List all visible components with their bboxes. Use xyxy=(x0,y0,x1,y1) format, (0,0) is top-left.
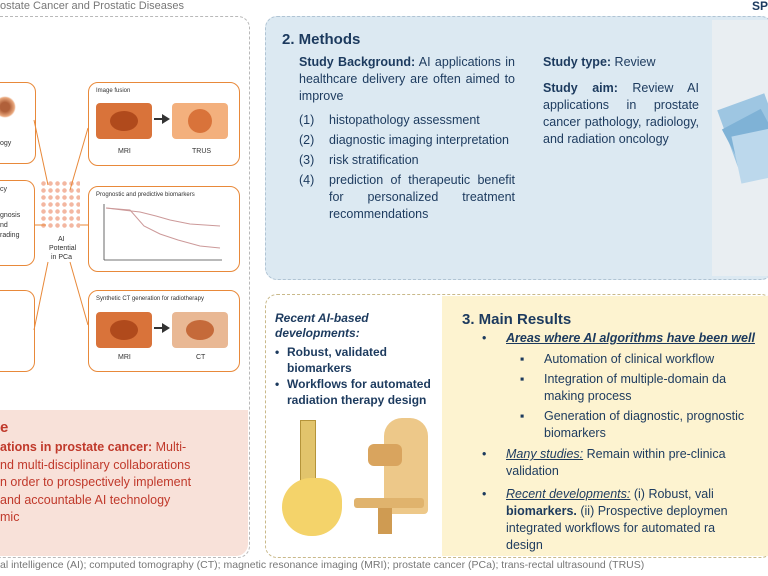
recent-list: • Robust, validated biomarkers • Workflows for automated radiation therapy design xyxy=(275,345,431,407)
bullet-icon: • xyxy=(482,447,487,461)
diagnosis-label-4: rading xyxy=(0,232,20,239)
synthetic-ct-right-label: CT xyxy=(196,354,206,361)
results-subitems: ▪ Automation of clinical workflow ▪ Integration of multiple-domain da making process ▪ Generation of diagnostic, prognostic biomarkers xyxy=(520,352,745,440)
trus-scan-icon xyxy=(172,103,228,139)
diagnosis-label-3: nd xyxy=(0,222,8,229)
image-fusion-title: Image fusion xyxy=(96,88,131,94)
ai-label-2: Potential xyxy=(49,245,77,252)
methods-list: (1) histopathology assessment (2) diagnostic imaging interpretation (3) risk stratification (4) prediction of therapeutic benefit for personalized treatment recommendations xyxy=(299,113,515,221)
hand-tube-icon xyxy=(282,420,354,540)
study-type: Study type: Review xyxy=(543,55,656,69)
radiotherapy-machine-icon xyxy=(354,418,436,538)
image-fusion-left-label: MRI xyxy=(118,148,131,155)
recent-title: Recent AI-based developments: xyxy=(275,311,369,340)
image-fusion-right-label: TRUS xyxy=(192,148,212,155)
results-many: • Many studies: Remain within pre-clinica validation xyxy=(482,447,726,478)
ai-label-3: in PCa xyxy=(51,254,73,261)
ct-scan-icon xyxy=(172,312,228,348)
methods-title: 2. Methods xyxy=(282,31,361,48)
bullet-icon: • xyxy=(275,377,280,391)
square-bullet-icon: ▪ xyxy=(520,409,525,423)
papers-image xyxy=(712,20,768,276)
results-areas: • Areas where AI algorithms have been well xyxy=(482,331,755,345)
diagnosis-label-2: gnosis xyxy=(0,212,21,219)
mri-ct-scan-icon xyxy=(96,312,152,348)
journal-brand: SP xyxy=(751,0,768,13)
conclusion-text: ations in prostate cancer: Multi- nd multi-disciplinary collaborations n order to prospectively implement and accountable AI technology mic xyxy=(0,440,192,524)
mri-scan-icon xyxy=(96,103,152,139)
ai-label-1: AI xyxy=(58,236,65,243)
biomarkers-title: Prognostic and predictive biomarkers xyxy=(96,192,195,198)
diagnosis-label-1: cy xyxy=(0,186,7,193)
study-aim: Study aim: Review AI applications in prostate cancer pathology, radiology, and radiation oncology xyxy=(543,81,699,146)
square-bullet-icon: ▪ xyxy=(520,352,525,366)
survival-curve-icon xyxy=(100,202,226,264)
conclusion-bold: ations in prostate cancer: xyxy=(0,440,153,454)
synthetic-ct-left-label: MRI xyxy=(118,354,131,361)
header-title: ostate Cancer and Prostatic Diseases xyxy=(0,0,185,12)
synthetic-ct-title: Synthetic CT generation for radiotherapy xyxy=(96,296,204,302)
bullet-icon: • xyxy=(482,487,487,501)
connector-lines xyxy=(0,0,100,400)
conclusion-heading: e xyxy=(0,419,9,436)
arrow-head-icon xyxy=(162,114,170,124)
results-title: 3. Main Results xyxy=(462,311,572,328)
square-bullet-icon: ▪ xyxy=(520,372,525,386)
results-recent: • Recent developments: (i) Robust, vali biomarkers. (ii) Prospective deploymen integrated workflows for automated ra design xyxy=(482,487,728,552)
study-background: Study Background: AI applications in healthcare delivery are often aimed to improve xyxy=(299,55,515,103)
footer-abbreviations: al intelligence (AI); computed tomography (CT); magnetic resonance imaging (MRI); prostate cancer (PCa); trans-rectal ultrasound (TRUS) xyxy=(0,559,645,571)
pathology-label: ogy xyxy=(0,140,12,147)
bullet-icon: • xyxy=(482,331,487,345)
bullet-icon: • xyxy=(275,345,280,359)
arrow-head-icon-2 xyxy=(162,323,170,333)
